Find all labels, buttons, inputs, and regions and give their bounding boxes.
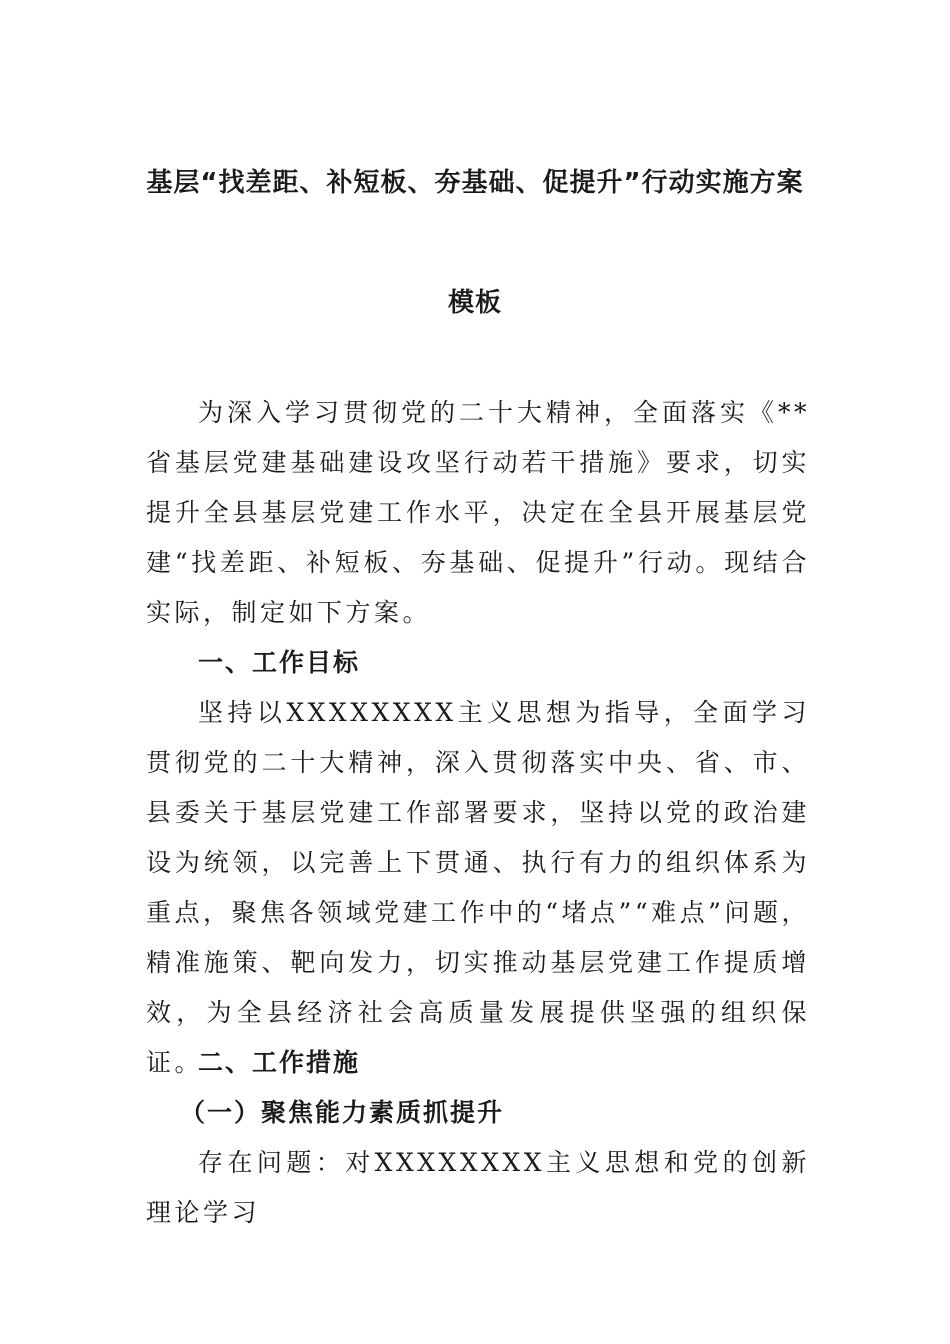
section-heading-measures: 二、工作措施 [198,1048,361,1077]
subsection-heading-capability: （一）聚焦能力素质抓提升 [180,1098,505,1127]
document-title-suffix: 模板 [447,288,502,318]
goals-paragraph: 坚持以XXXXXXXX主义思想为指导，全面学习贯彻党的二十大精神，深入贯彻落实中央、省、市、县委关于基层党建工作部署要求，坚持以党的政治建设为统领，以完善上下贯通、执行有力的组织体系为重点，聚焦各领域党建工作中的“堵点”“难点”问题，精准施策、靶向发力，切实推动基层党建工作提质增效，为全县经济社会高质量发展提供坚强的组织保证。 [146,698,810,1077]
document-title: 基层“找差距、补短板、夯基础、促提升”行动实施方案 [146,168,804,198]
intro-paragraph: 为深入学习贯彻党的二十大精神，全面落实《**省基层党建基础建设攻坚行动若干措施》要求，切实提升全县基层党建工作水平，决定在全县开展基层党建“找差距、补短板、夯基础、促提升”行动。现结合实际，制定如下方案。 [146,398,810,627]
section-heading-goals: 一、工作目标 [198,648,361,677]
issue-paragraph: 存在问题：对XXXXXXXX主义思想和党的创新理论学习 [146,1148,810,1227]
